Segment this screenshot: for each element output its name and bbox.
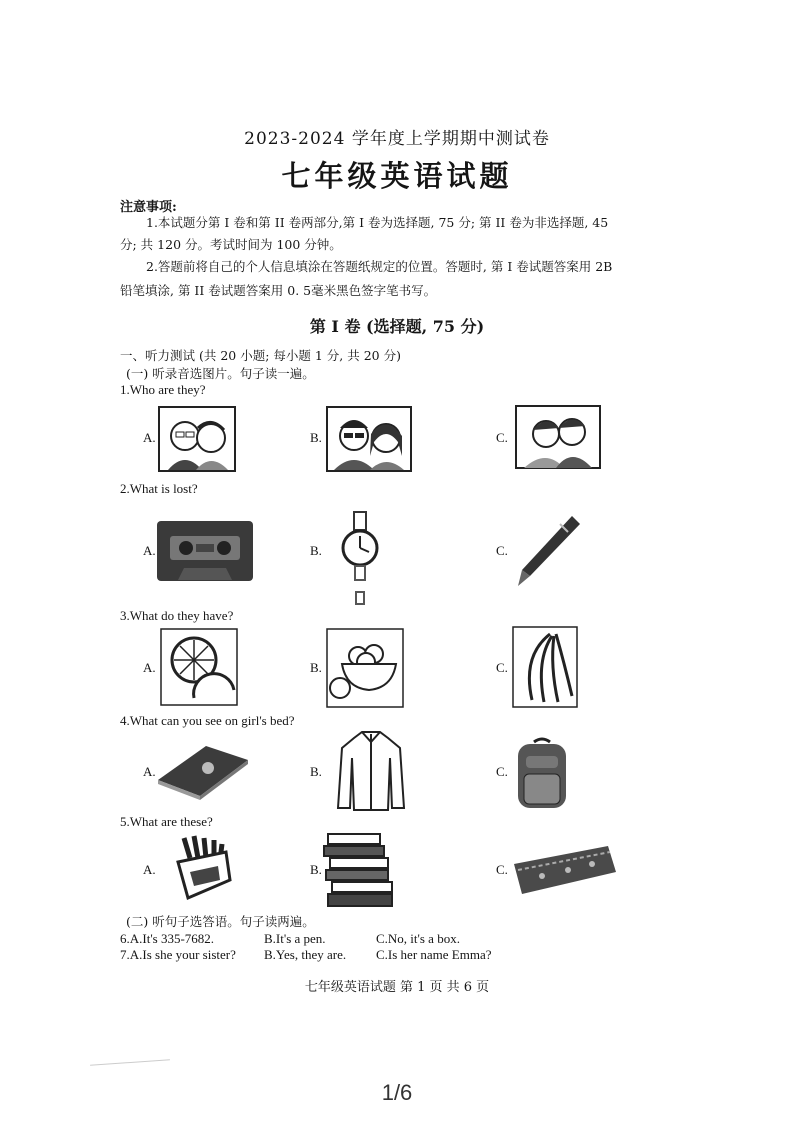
crayons-box-picture: [170, 832, 234, 902]
backpack-picture: [512, 736, 572, 812]
bananas-picture: [512, 626, 578, 708]
question-3: 3.What do they have?: [120, 608, 234, 623]
q6-answer-c: C.No, it's a box.: [376, 931, 460, 946]
q4-option-c-label: C.: [496, 764, 508, 779]
pencil-case-picture: [512, 842, 618, 896]
q7-answer-b: B.Yes, they are.: [264, 947, 347, 962]
q2-option-a-label: A.: [143, 543, 156, 558]
q7-answer-c: C.Is her name Emma?: [376, 947, 492, 962]
scan-mark: [90, 1059, 170, 1066]
notice-heading: 注意事项:: [120, 200, 177, 215]
q2-option-c-label: C.: [496, 543, 508, 558]
question-5: 5.What are these?: [120, 814, 213, 829]
question-1: 1.Who are they?: [120, 382, 206, 397]
orange-slices-picture: [160, 628, 238, 706]
q3-option-c-label: C.: [496, 660, 508, 675]
notice-line-4: 铅笔填涂, 第 II 卷试题答案用 0. 5毫米黑色签字笔书写。: [120, 283, 437, 298]
page-indicator: 1/6: [381, 1080, 413, 1105]
old-couple-picture: [158, 406, 236, 472]
q5-option-a-label: A.: [143, 862, 156, 877]
q2-option-b-label: B.: [310, 543, 322, 558]
question-2: 2.What is lost?: [120, 481, 198, 496]
notice-line-3: 2.答题前将自己的个人信息填涂在答题纸规定的位置。答题时, 第 I 卷试题答案用 2B: [146, 259, 613, 274]
sub-heading-2: (二) 听句子选答语。句子读两遍。: [126, 914, 315, 929]
q3-option-a-label: A.: [143, 660, 156, 675]
jacket-picture: [336, 728, 406, 812]
q3-option-b-label: B.: [310, 660, 322, 675]
q4-option-a-label: A.: [143, 764, 156, 779]
q6-answer-b: B.It's a pen.: [264, 931, 326, 946]
q6-answer-a: 6.A.It's 335-7682.: [120, 931, 215, 946]
q7-answer-a: 7.A.Is she your sister?: [120, 947, 236, 962]
q5-option-b-label: B.: [310, 862, 322, 877]
exam-year-title: 2023-2024 学年度上学期期中测试卷: [244, 129, 550, 149]
q1-option-b-label: B.: [310, 430, 322, 445]
q5-option-c-label: C.: [496, 862, 508, 877]
fountain-pen-picture: [512, 512, 582, 590]
watch-picture: [340, 508, 380, 606]
section-title: 第 I 卷 (选择题, 75 分): [309, 317, 485, 336]
sub-heading-1: (一) 听录音选图片。句子读一遍。: [126, 366, 315, 381]
q4-option-b-label: B.: [310, 764, 322, 779]
book-stack-picture: [322, 830, 396, 908]
question-4: 4.What can you see on girl's bed?: [120, 713, 295, 728]
q1-option-a-label: A.: [143, 430, 156, 445]
cassette-tape-picture: [156, 520, 254, 582]
notice-line-1: 1.本试题分第 I 卷和第 II 卷两部分,第 I 卷为选择题, 75 分; 第 II 卷为非选择题, 45: [146, 215, 609, 230]
young-couple-picture: [326, 406, 412, 472]
fruit-bowl-picture: [326, 628, 404, 708]
q1-option-c-label: C.: [496, 430, 508, 445]
book-picture: [156, 740, 250, 800]
page-footer: 七年级英语试题 第 1 页 共 6 页: [304, 980, 490, 995]
two-boys-picture: [514, 404, 606, 470]
notice-line-2: 分; 共 120 分。考试时间为 100 分钟。: [120, 237, 342, 252]
exam-main-title: 七年级英语试题: [281, 159, 513, 193]
part-heading: 一、听力测试 (共 20 小题; 每小题 1 分, 共 20 分): [120, 348, 401, 363]
